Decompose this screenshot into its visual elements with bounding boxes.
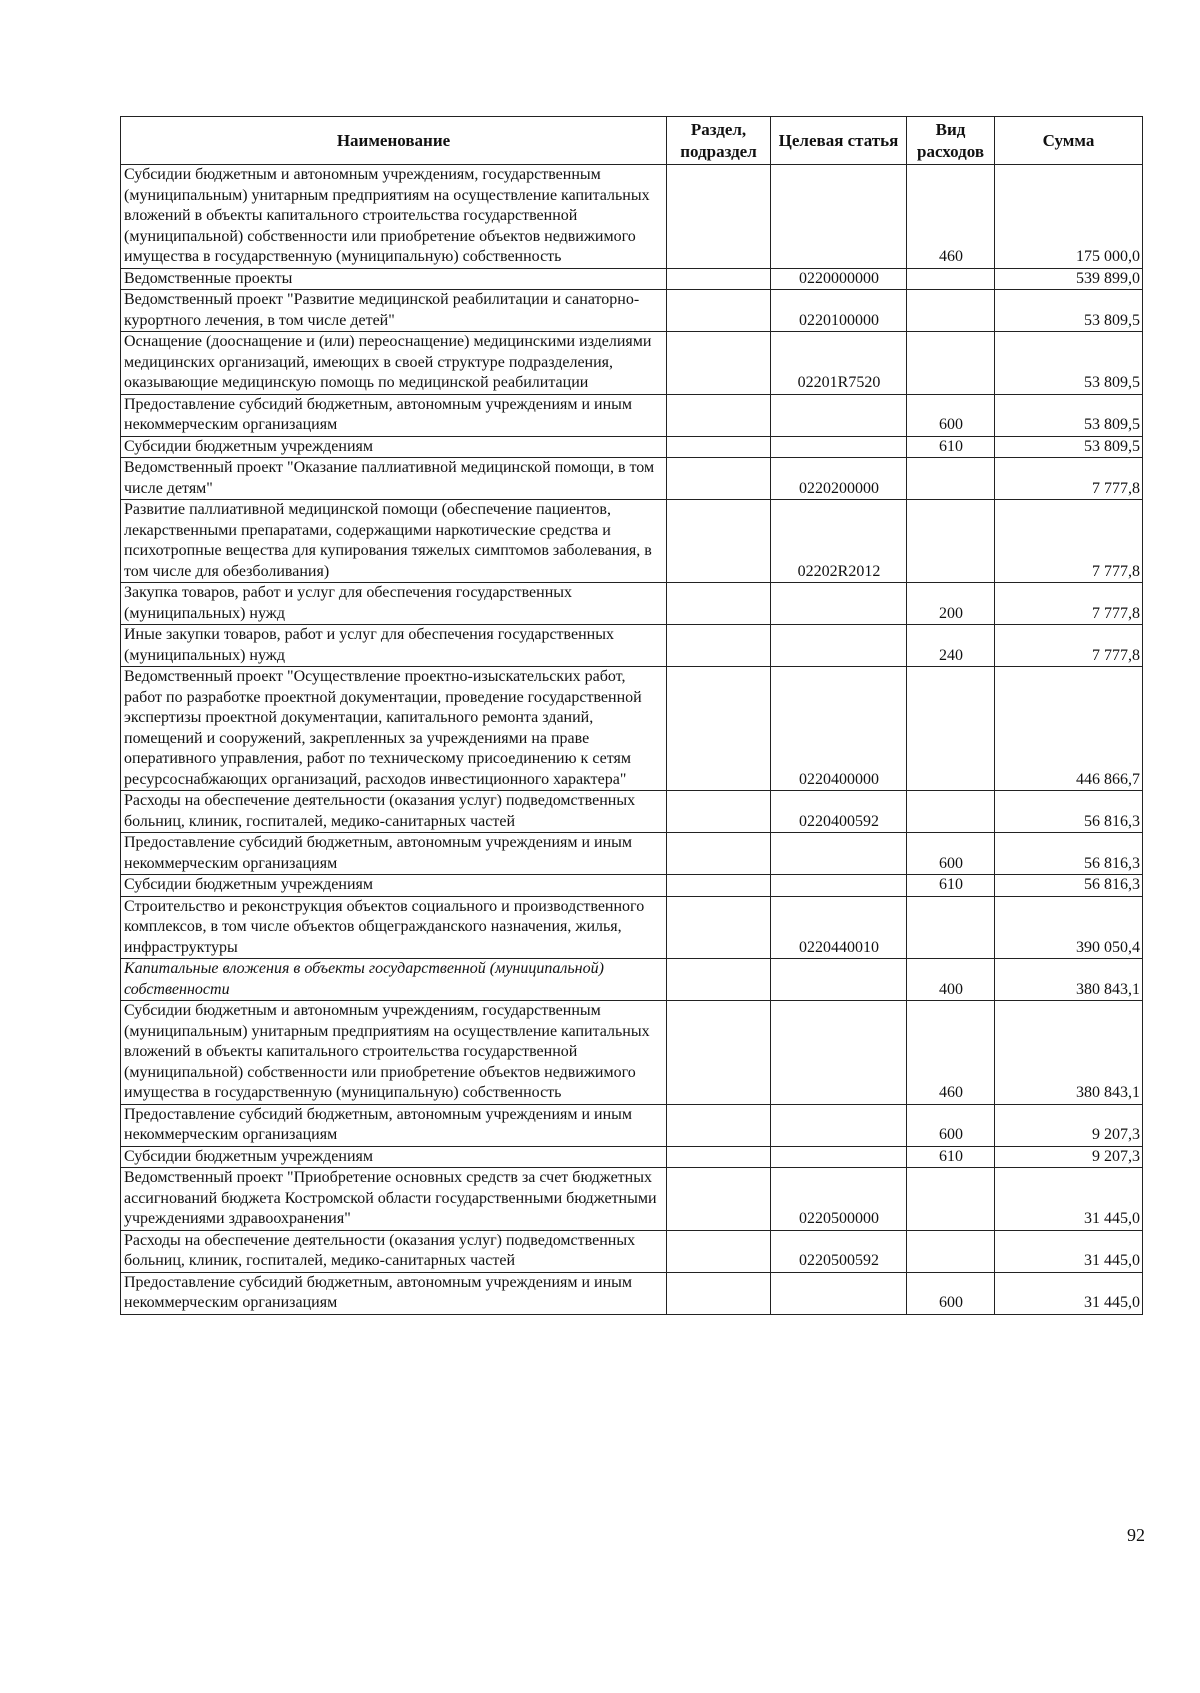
cell-kind: 600 (907, 1104, 995, 1146)
cell-target (771, 1104, 907, 1146)
cell-target: 0220500592 (771, 1230, 907, 1272)
cell-sum: 53 809,5 (995, 394, 1143, 436)
cell-sum: 7 777,8 (995, 625, 1143, 667)
cell-kind (907, 332, 995, 395)
cell-kind (907, 290, 995, 332)
cell-name: Расходы на обеспечение деятельности (оказания услуг) подведомственных больниц, клиник, госпиталей, медико-санитарных частей (121, 1230, 667, 1272)
table-row (121, 500, 1143, 583)
cell-target: 0220200000 (771, 458, 907, 500)
table-row (121, 1001, 1143, 1105)
cell-target (771, 625, 907, 667)
cell-target: 0220400592 (771, 791, 907, 833)
cell-kind: 200 (907, 583, 995, 625)
cell-kind: 460 (907, 165, 995, 269)
table-row (121, 583, 1143, 625)
cell-name: Ведомственный проект "Приобретение основных средств за счет бюджетных ассигнований бюджета Костромской области государственными бюджетными учреждениями здравоохранения" (121, 1168, 667, 1231)
cell-sum: 7 777,8 (995, 458, 1143, 500)
cell-section (667, 268, 771, 290)
cell-target (771, 436, 907, 458)
cell-name: Субсидии бюджетным и автономным учреждениям, государственным (муниципальным) унитарным предприятиям на осуществление капитальных вложений в объекты капитального строительства государственной (муниципальной) собственности или приобретение объектов недвижимого имущества в государственную (муниципальную) собственность (121, 1001, 667, 1105)
table-body (121, 165, 1143, 1315)
cell-kind (907, 268, 995, 290)
cell-section (667, 959, 771, 1001)
header-sum: Сумма (995, 117, 1143, 165)
table-row (121, 268, 1143, 290)
cell-target (771, 394, 907, 436)
table-header-row (121, 117, 1143, 165)
cell-target (771, 833, 907, 875)
cell-kind: 400 (907, 959, 995, 1001)
cell-kind: 600 (907, 1272, 995, 1314)
cell-kind (907, 1230, 995, 1272)
cell-target: 0220440010 (771, 896, 907, 959)
cell-name: Иные закупки товаров, работ и услуг для обеспечения государственных (муниципальных) нужд (121, 625, 667, 667)
table-row (121, 436, 1143, 458)
table-row (121, 833, 1143, 875)
cell-section (667, 896, 771, 959)
cell-kind: 600 (907, 394, 995, 436)
cell-section (667, 290, 771, 332)
cell-sum: 56 816,3 (995, 875, 1143, 897)
cell-sum: 390 050,4 (995, 896, 1143, 959)
cell-section (667, 667, 771, 791)
page-number: 92 (1127, 1525, 1145, 1545)
cell-sum: 31 445,0 (995, 1230, 1143, 1272)
cell-section (667, 394, 771, 436)
cell-kind: 610 (907, 436, 995, 458)
cell-section (667, 1168, 771, 1231)
cell-target (771, 959, 907, 1001)
table-row (121, 1104, 1143, 1146)
cell-sum: 7 777,8 (995, 500, 1143, 583)
cell-sum: 53 809,5 (995, 290, 1143, 332)
cell-name: Субсидии бюджетным учреждениям (121, 1146, 667, 1168)
table-row (121, 875, 1143, 897)
cell-sum: 56 816,3 (995, 791, 1143, 833)
cell-target (771, 1146, 907, 1168)
table-row (121, 1272, 1143, 1314)
cell-name: Субсидии бюджетным и автономным учреждениям, государственным (муниципальным) унитарным предприятиям на осуществление капитальных вложений в объекты капитального строительства государственной (муниципальной) собственности или приобретение объектов недвижимого имущества в государственную (муниципальную) собственность (121, 165, 667, 269)
table-row (121, 1146, 1143, 1168)
cell-name: Расходы на обеспечение деятельности (оказания услуг) подведомственных больниц, клиник, госпиталей, медико-санитарных частей (121, 791, 667, 833)
cell-sum: 9 207,3 (995, 1146, 1143, 1168)
table-row (121, 667, 1143, 791)
table-row (121, 1230, 1143, 1272)
cell-section (667, 500, 771, 583)
cell-section (667, 1272, 771, 1314)
table-row (121, 625, 1143, 667)
table-row (121, 394, 1143, 436)
budget-table (120, 116, 1143, 1315)
cell-section (667, 1001, 771, 1105)
cell-name: Строительство и реконструкция объектов социального и производственного комплексов, в том числе объектов общегражданского назначения, жилья, инфраструктуры (121, 896, 667, 959)
cell-target: 0220500000 (771, 1168, 907, 1231)
cell-target: 02201R7520 (771, 332, 907, 395)
cell-name: Предоставление субсидий бюджетным, автономным учреждениям и иным некоммерческим организациям (121, 833, 667, 875)
header-target: Целевая статья (771, 117, 907, 165)
cell-kind: 460 (907, 1001, 995, 1105)
cell-target (771, 875, 907, 897)
cell-section (667, 583, 771, 625)
cell-target: 0220100000 (771, 290, 907, 332)
table-row (121, 791, 1143, 833)
cell-sum: 446 866,7 (995, 667, 1143, 791)
cell-kind (907, 667, 995, 791)
cell-sum: 380 843,1 (995, 1001, 1143, 1105)
cell-name: Ведомственный проект "Осуществление проектно-изыскательских работ, работ по разработке проектной документации, проведение государственной экспертизы проектной документации, капитального ремонта зданий, помещений и сооружений, закрепленных за учреждениями на праве оперативного управления, работ по техническому присоединению к сетям ресурсоснабжающих организаций, расходов инвестиционного характера" (121, 667, 667, 791)
cell-sum: 31 445,0 (995, 1272, 1143, 1314)
cell-target: 0220400000 (771, 667, 907, 791)
cell-sum: 175 000,0 (995, 165, 1143, 269)
header-section: Раздел, подраздел (667, 117, 771, 165)
cell-kind: 610 (907, 1146, 995, 1168)
cell-name: Предоставление субсидий бюджетным, автономным учреждениям и иным некоммерческим организациям (121, 394, 667, 436)
cell-sum: 7 777,8 (995, 583, 1143, 625)
cell-section (667, 332, 771, 395)
table-row (121, 290, 1143, 332)
cell-name: Оснащение (дооснащение и (или) переоснащение) медицинскими изделиями медицинских организаций, имеющих в своей структуре подразделения, оказывающие медицинскую помощь по медицинской реабилитации (121, 332, 667, 395)
cell-section (667, 165, 771, 269)
cell-sum: 539 899,0 (995, 268, 1143, 290)
cell-name: Предоставление субсидий бюджетным, автономным учреждениям и иным некоммерческим организациям (121, 1272, 667, 1314)
cell-section (667, 1104, 771, 1146)
cell-kind (907, 500, 995, 583)
cell-name: Ведомственный проект "Оказание паллиативной медицинской помощи, в том числе детям" (121, 458, 667, 500)
cell-section (667, 1230, 771, 1272)
cell-kind (907, 458, 995, 500)
cell-section (667, 875, 771, 897)
cell-kind: 600 (907, 833, 995, 875)
cell-name: Субсидии бюджетным учреждениям (121, 875, 667, 897)
cell-section (667, 436, 771, 458)
table-row (121, 1168, 1143, 1231)
cell-kind (907, 1168, 995, 1231)
cell-section (667, 791, 771, 833)
cell-kind: 610 (907, 875, 995, 897)
cell-target (771, 1272, 907, 1314)
cell-name: Закупка товаров, работ и услуг для обеспечения государственных (муниципальных) нужд (121, 583, 667, 625)
header-kind: Вид расходов (907, 117, 995, 165)
cell-sum: 31 445,0 (995, 1168, 1143, 1231)
cell-sum: 56 816,3 (995, 833, 1143, 875)
header-name: Наименование (121, 117, 667, 165)
cell-name: Предоставление субсидий бюджетным, автономным учреждениям и иным некоммерческим организациям (121, 1104, 667, 1146)
cell-section (667, 625, 771, 667)
cell-kind (907, 896, 995, 959)
cell-section (667, 458, 771, 500)
cell-name: Ведомственные проекты (121, 268, 667, 290)
cell-section (667, 1146, 771, 1168)
table-row (121, 458, 1143, 500)
cell-target (771, 1001, 907, 1105)
cell-target: 0220000000 (771, 268, 907, 290)
table-row (121, 896, 1143, 959)
cell-sum: 53 809,5 (995, 332, 1143, 395)
cell-name: Капитальные вложения в объекты государственной (муниципальной) собственности (121, 959, 667, 1001)
cell-sum: 53 809,5 (995, 436, 1143, 458)
cell-sum: 380 843,1 (995, 959, 1143, 1001)
cell-target (771, 583, 907, 625)
cell-kind (907, 791, 995, 833)
cell-sum: 9 207,3 (995, 1104, 1143, 1146)
table-row (121, 959, 1143, 1001)
cell-name: Развитие паллиативной медицинской помощи (обеспечение пациентов, лекарственными препаратами, содержащими наркотические средства и психотропные вещества для купирования тяжелых симптомов заболевания, в том числе для обезболивания) (121, 500, 667, 583)
cell-name: Ведомственный проект "Развитие медицинской реабилитации и санаторно-курортного лечения, в том числе детей" (121, 290, 667, 332)
cell-target: 02202R2012 (771, 500, 907, 583)
cell-target (771, 165, 907, 269)
table-row (121, 332, 1143, 395)
cell-name: Субсидии бюджетным учреждениям (121, 436, 667, 458)
cell-section (667, 833, 771, 875)
cell-kind: 240 (907, 625, 995, 667)
table-row (121, 165, 1143, 269)
